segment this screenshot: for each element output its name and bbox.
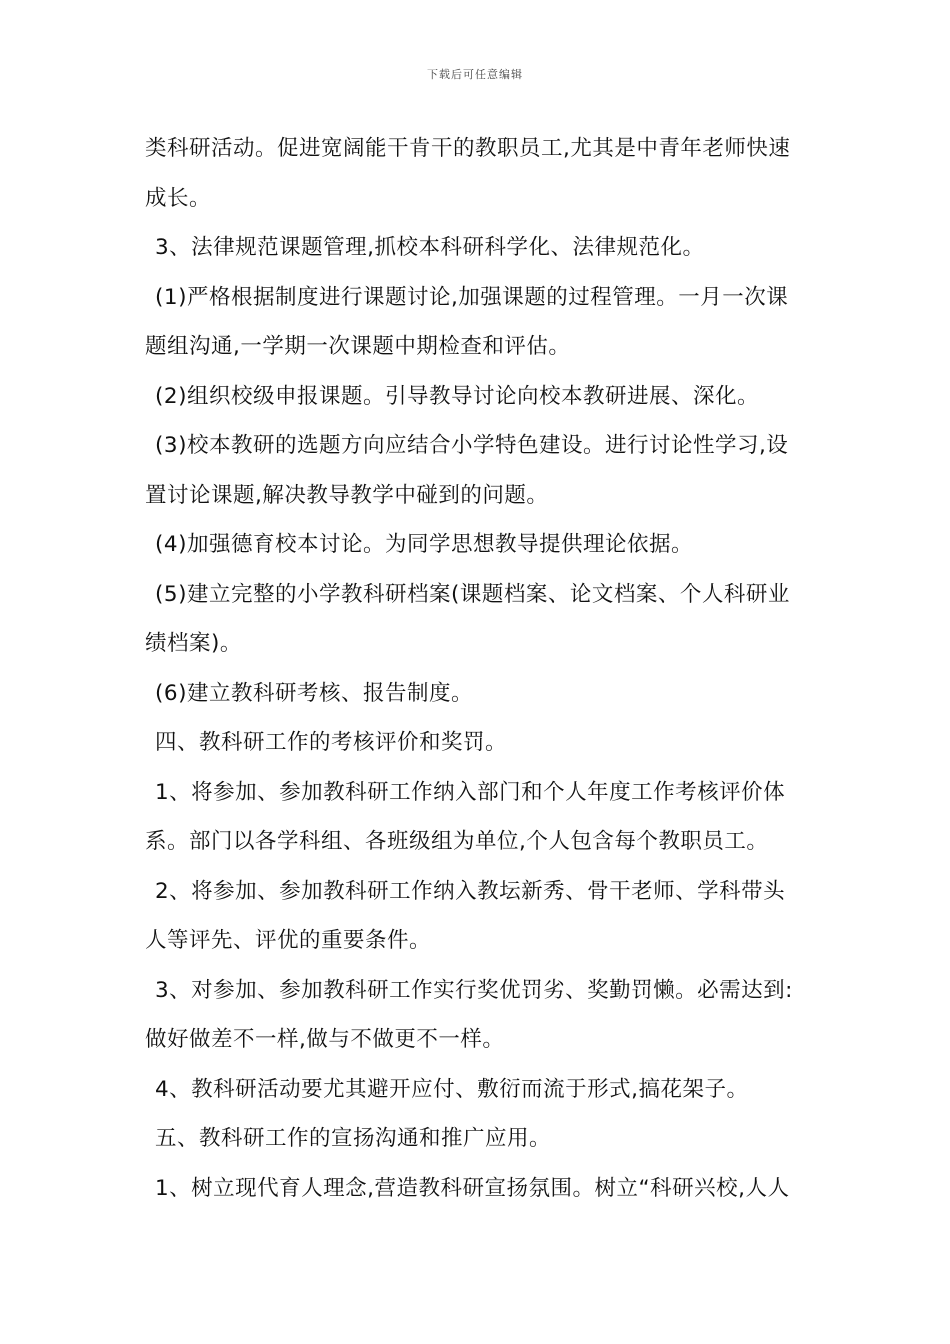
- text-line: (1)严格根据制度进行课题讨论,加强课题的过程管理。一月一次课: [155, 284, 789, 310]
- text-line: 题组沟通,一学期一次课题中期检查和评估。: [145, 334, 571, 359]
- text-line: 类科研活动。促进宽阔能干肯干的教职员工,尤其是中青年老师快速: [145, 136, 791, 161]
- text-line: 绩档案)。: [145, 631, 242, 656]
- text-line: 系。部门以各学科组、各班级组为单位,个人包含每个教职员工。: [145, 829, 769, 854]
- text-line: 3、法律规范课题管理,抓校本科研科学化、法律规范化。: [155, 235, 705, 260]
- text-line: 2、将参加、参加教科研工作纳入教坛新秀、骨干老师、学科带头: [155, 878, 786, 904]
- text-line: 四、教科研工作的考核评价和奖罚。: [155, 730, 508, 755]
- text-line: 五、教科研工作的宣扬沟通和推广应用。: [155, 1126, 552, 1151]
- text-line: 4、教科研活动要尤其避开应付、敷衍而流于形式,搞花架子。: [155, 1076, 749, 1102]
- page-header: 下载后可任意编辑: [427, 68, 523, 81]
- text-line: (2)组织校级申报课题。引导教导讨论向校本教研进展、深化。: [155, 383, 759, 409]
- text-line: 人等评先、评优的重要条件。: [145, 928, 432, 953]
- text-line: (6)建立教科研考核、报告制度。: [155, 680, 473, 706]
- text-line: 做好做差不一样,做与不做更不一样。: [145, 1027, 505, 1052]
- text-line: 1、树立现代育人理念,营造教科研宣扬氛围。树立“科研兴校,人人: [155, 1175, 790, 1201]
- text-line: 成长。: [145, 185, 212, 211]
- text-line: 1、将参加、参加教科研工作纳入部门和个人年度工作考核评价体: [155, 779, 786, 805]
- text-line: (4)加强德育校本讨论。为同学思想教导提供理论依据。: [155, 532, 693, 557]
- text-line: 3、对参加、参加教科研工作实行奖优罚劣、奖勤罚懒。必需达到:: [155, 977, 793, 1003]
- text-line: (3)校本教研的选题方向应结合小学特色建设。进行讨论性学习,设: [155, 433, 789, 458]
- document-body: [145, 124, 810, 1213]
- text-line: (5)建立完整的小学教科研档案(课题档案、论文档案、个人科研业: [155, 581, 790, 607]
- text-line: 置讨论课题,解决教导教学中碰到的问题。: [145, 482, 549, 508]
